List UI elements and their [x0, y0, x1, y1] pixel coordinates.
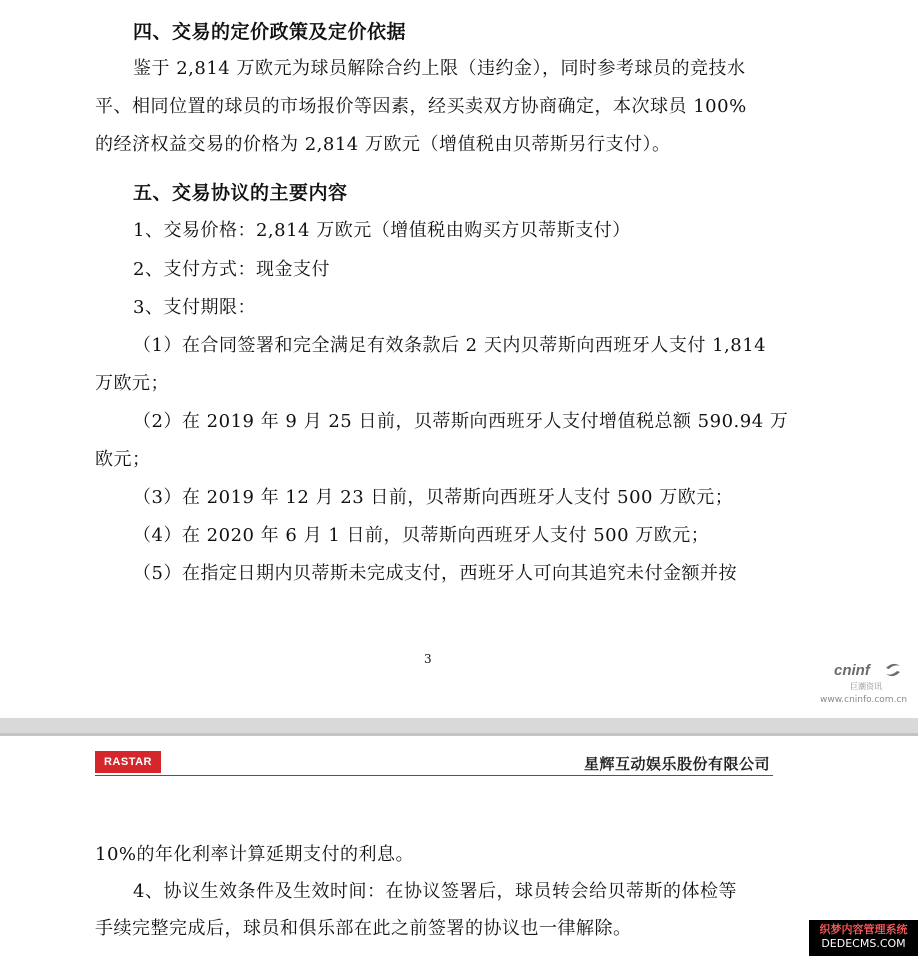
dedecms-watermark [809, 920, 918, 956]
page-number: 3 [424, 652, 432, 666]
schedule-line: 万欧元； [95, 373, 169, 394]
watermark-line-1: 织梦内容管理系统 [819, 923, 908, 936]
schedule-line: （4）在 2020 年 6 月 1 日前，贝蒂斯向西班牙人支付 500 万欧元； [133, 525, 710, 546]
section-heading-pricing: 四、交易的定价政策及定价依据 [133, 21, 407, 43]
cninfo-swirl-icon [883, 660, 903, 680]
cninfo-logo: cninf [834, 662, 870, 679]
agreement-item-price: 1、交易价格：2,814 万欧元（增值税由购买方贝蒂斯支付） [133, 220, 631, 241]
watermark-line-2: DEDECMS.COM [821, 937, 906, 950]
schedule-line: （1）在合同签署和完全满足有效条款后 2 天内贝蒂斯向西班牙人支付 1,814 [133, 335, 767, 356]
paragraph-line: 4、协议生效条件及生效时间：在协议签署后，球员转会给贝蒂斯的体检等 [133, 881, 737, 902]
schedule-line: （5）在指定日期内贝蒂斯未完成支付，西班牙人可向其追究未付金额并按 [133, 563, 737, 584]
paragraph-line: 平、相同位置的球员的市场报价等因素，经买卖双方协商确定，本次球员 100% [95, 96, 747, 117]
paragraph-line: 的经济权益交易的价格为 2,814 万欧元（增值税由贝蒂斯另行支付）。 [95, 134, 671, 155]
schedule-line: （2）在 2019 年 9 月 25 日前，贝蒂斯向西班牙人支付增值税总额 590.94 万 [133, 411, 789, 432]
agreement-item-payment-term: 3、支付期限： [133, 297, 256, 318]
agreement-item-payment-method: 2、支付方式：现金支付 [133, 259, 330, 280]
cninfo-url: www.cninfo.com.cn [820, 695, 908, 705]
paragraph-line: 手续完整完成后，球员和俱乐部在此之前签署的协议也一律解除。 [95, 918, 632, 939]
header-divider [95, 775, 773, 776]
section-heading-agreement: 五、交易协议的主要内容 [133, 182, 348, 204]
paragraph-line: 10%的年化利率计算延期支付的利息。 [95, 844, 415, 865]
schedule-line: 欧元； [95, 449, 151, 470]
paragraph-line: 鉴于 2,814 万欧元为球员解除合约上限（违约金），同时参考球员的竞技水 [133, 58, 746, 79]
cninfo-subtitle: 巨潮资讯 [850, 682, 882, 691]
company-name: 星辉互动娱乐股份有限公司 [584, 755, 771, 773]
rastar-logo: RASTAR [95, 751, 161, 773]
schedule-line: （3）在 2019 年 12 月 23 日前，贝蒂斯向西班牙人支付 500 万欧元； [133, 487, 734, 508]
